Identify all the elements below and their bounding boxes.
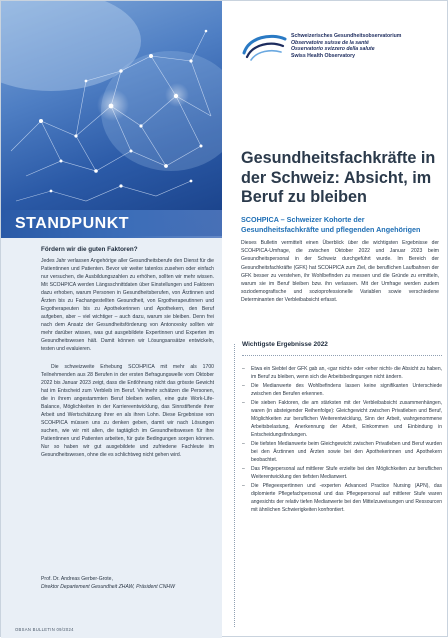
editorial-paragraph-2: Die schweizweite Erhebung SCOHPICA mit mehr als 1700 Teilnehmenden aus 28 Berufen in der ersten Befragungswelle vom Oktober 2022 bis Januar 2023 zeigt, dass die Entlöhnung nicht das grösste Gewicht hat im Entscheid zum Verbleib im Beruf. Vielmehr schätzen die Personen, die in ihrem angestammten Beruf bleiben wollen, eine gute Work-Life-Balance, Möglichkeiten in der Karriereentwicklung, das Sinnstiftende ihrer Arbeit und Wertschätzung ihrer en als ihren Lohn. Diese Ergebnisse von SCOHPICA müssen uns zu denken geben, damit wir nach Lösungen suchen, wie wir mit allen, die tagtäglich im Gesundheitswesen für ihre Patientinnen und Patienten arbeiten, für gute Bedingungen sorgen können. Nur so haben wir gut ausgebildete und zufriedene Fachleute im Gesundheitswesen, ohne die es schlichtweg nicht gehen wird. (41, 364, 214, 458)
logo-line-de: Schweizerisches Gesundheitsobservatorium (291, 33, 402, 39)
logo-line-fr: Observatoire suisse de la santé (291, 39, 369, 46)
author-name: Prof. Dr. Andreas Gerber-Grote, (41, 576, 113, 582)
network-graphic (1, 1, 222, 236)
list-item: – Die Medianwerte des Wohlbefindens lassen keine signifikanten Unterschiede zwischen den Berufen erkennen. (242, 382, 442, 398)
key-results-divider (242, 355, 442, 356)
list-item: – Die tiefsten Medianwerte beim Gleichgewicht zwischen Privatleben und Beruf wurden bei den Ärztinnen und Ärzten sowie bei den Apothekerinnen und Apothekern beobachtet. (242, 440, 442, 464)
document-title: Gesundheitsfachkräfte in der Schweiz: Absicht, im Beruf zu bleiben (241, 149, 436, 206)
bulletin-footer: OBSAN BULLETIN 09/2024 (15, 627, 74, 632)
key-results-list (242, 365, 442, 515)
key-results-title: Wichtigste Ergebnisse 2022 (242, 341, 328, 348)
logo-line-en: Swiss Health Observatory (291, 52, 356, 59)
obsan-logo-icon (241, 31, 287, 63)
intro-paragraph: Dieses Bulletin vermittelt einen Überblick über die wichtigsten Ergebnisse der SCOHPICA-Umfrage, die zwischen Oktober 2022 und Januar 2023 beim Gesundheitspersonal in der Schweiz durchgeführt wurde. Im Bereich der Gesundheitsfachkräfte (GFK) hat SCOHPICA zum Ziel, die beruflichen Laufbahnen der GFK besser zu verstehen, ihr Wohlbefinden zu messen und die Gründe zu ermitteln, warum sie im Beruf bleiben bzw. ihn verlassen. Mit der Umfrage werden zudem soziodemografische und sozioprofessionelle Variablen sowie verschiedene Determinanten der Verbleibabsicht erfasst. (241, 240, 439, 304)
key-results-box (234, 341, 445, 627)
obsan-logo-text (291, 33, 401, 59)
editorial-heading: Fördern wir die guten Faktoren? (41, 246, 138, 253)
logo-line-it: Osservatorio svizzero della salute (291, 46, 375, 53)
editorial-paragraph-1: Jedes Jahr verlassen Angehörige aller Gesundheitsberufe den Dienst für die Patientinnen und Patienten. Bevor wir weiter tatenlos zusehen oder einfach nur versuchen, die Ausbildungszahlen zu erhöhen, sollten wir mehr wissen. Mit SCOHPICA werden Längsschnittdaten über Einstellungen und Faktoren dazu erhoben, warum Personen in Gesundheitsberufen, von Ärztinnen und Ärzten bis zu Fachangestellten Gesundheit, von Ergotherapeutinnen und Ergotherapeuten bis zu Apothekerinnen und Apothekern, den Beruf aufgeben, aber – viel wichtiger – auch dazu, warum sie bleiben. Denn frei nach dem Ansatz der Gesundheitsförderung von Antonovsky sollten wir mehr darüber wissen, was gut ausgebildete Expertinnen und Experten im Gesundheitswesen hält. Damit können wir Lösungsansätze entwickeln, testen und evaluieren. (41, 258, 214, 352)
section-label: STANDPUNKT (15, 215, 130, 232)
list-item: – Die sieben Faktoren, die am stärksten mit der Verbleibabsicht zusammenhängen, waren (in absteigender Reihenfolge): Gleichgewicht zwischen Privatleben und Beruf, Möglichkeiten zur beruflichen Weiterentwicklung, Sinn der Arbeit, wahrgenommene Arbeitsbelastung, Anerkennung der Arbeit, Einkommen und Einbindung in Entscheidungsfindungen. (242, 399, 442, 439)
list-item: – Die Pflegeexpertinnen und -experten Advanced Practice Nursing (APN), das diplomierte Pflegefachpersonal und das Pflegepersonal auf mittlerer Stufe waren angesichts der relativ tiefen Medianwerte bei den Mittelzuweisungen und Ressourcen mit ähnlichen Schwierigkeiten konfrontiert. (242, 482, 442, 514)
author-role: Direktor Departement Gesundheit ZHAW, Präsident CNHW (41, 584, 175, 590)
list-item: – Das Pflegepersonal auf mittlerer Stufe erzielte bei den Möglichkeiten zur beruflichen Weiterentwicklung den tiefsten Medianwert. (242, 465, 442, 481)
obsan-logo (241, 31, 441, 71)
cover-hero-image (1, 1, 222, 236)
document-subtitle: SCOHPICA – Schweizer Kohorte der Gesundheitsfachkräfte und pflegenden Angehörigen (241, 215, 421, 234)
section-label-banner (1, 210, 222, 238)
list-item: – Etwa ein Siebtel der GFK gab an, «gar nicht» oder «eher nicht» die Absicht zu haben, im Beruf zu bleiben, wenn sich die Arbeitsbedingungen nicht ändern. (242, 365, 442, 381)
left-column (1, 1, 222, 638)
author-block (41, 575, 216, 591)
